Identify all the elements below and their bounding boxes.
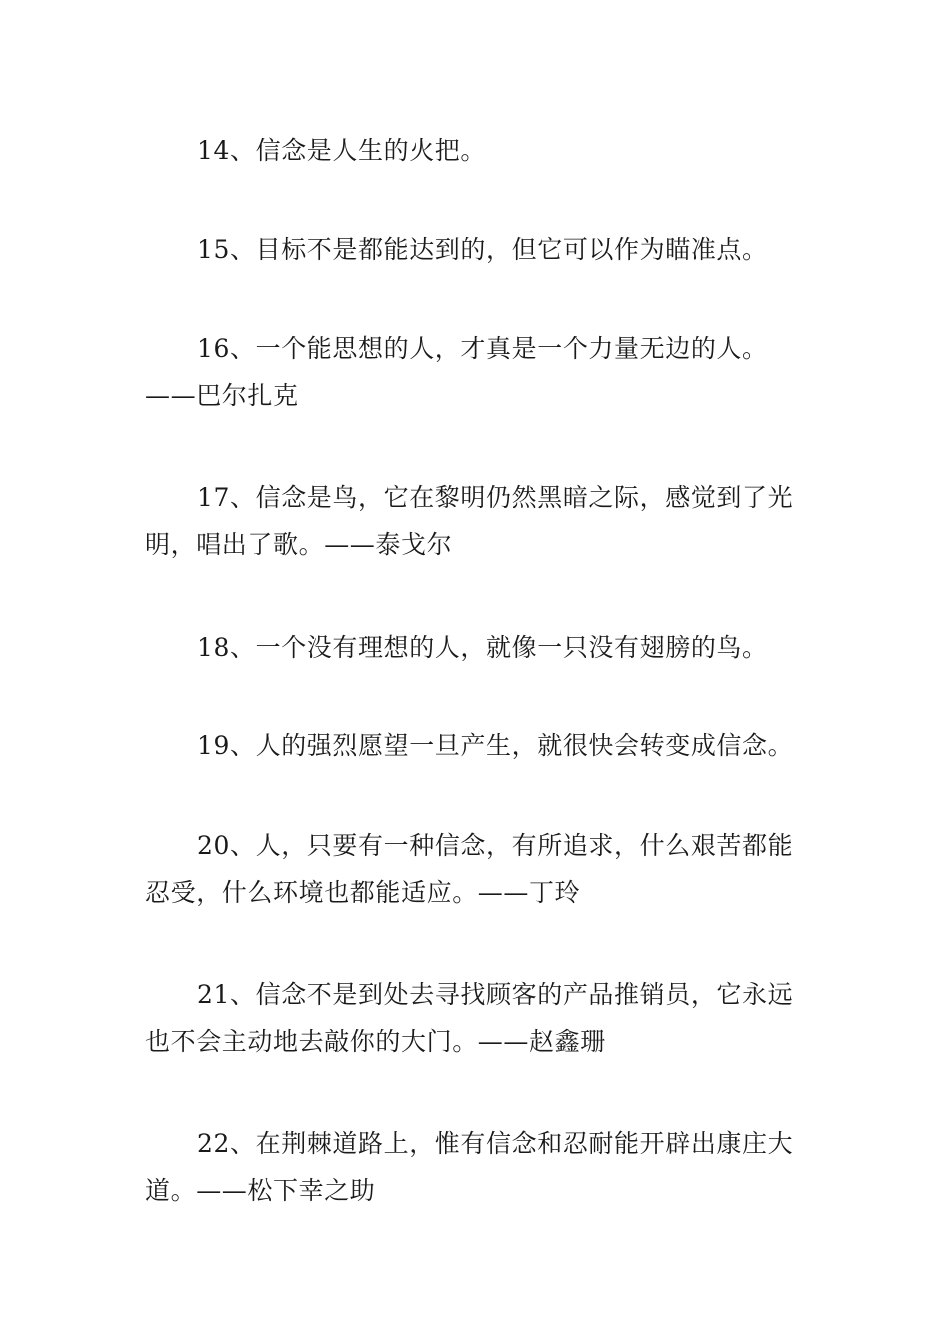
quote-paragraph-20: 20、人，只要有一种信念，有所追求，什么艰苦都能忍受，什么环境也都能适应。——丁玲 <box>145 831 794 907</box>
quote-paragraph-18: 18、一个没有理想的人，就像一只没有翅膀的鸟。 <box>197 633 768 662</box>
quote-paragraph-19: 19、人的强烈愿望一旦产生，就很快会转变成信念。 <box>197 731 794 760</box>
quote-paragraph-21: 21、信念不是到处去寻找顾客的产品推销员，它永远也不会主动地去敲你的大门。——赵鑫珊 <box>145 980 794 1056</box>
quote-paragraph-22: 22、在荆棘道路上，惟有信念和忍耐能开辟出康庄大道。——松下幸之助 <box>145 1129 794 1205</box>
quote-paragraph-16: 16、一个能思想的人，才真是一个力量无边的人。——巴尔扎克 <box>145 334 768 410</box>
quote-paragraph-14: 14、信念是人生的火把。 <box>197 136 487 165</box>
quote-paragraph-17: 17、信念是鸟，它在黎明仍然黑暗之际，感觉到了光明，唱出了歌。——泰戈尔 <box>145 483 794 559</box>
quote-paragraph-15: 15、目标不是都能达到的，但它可以作为瞄准点。 <box>197 235 768 264</box>
